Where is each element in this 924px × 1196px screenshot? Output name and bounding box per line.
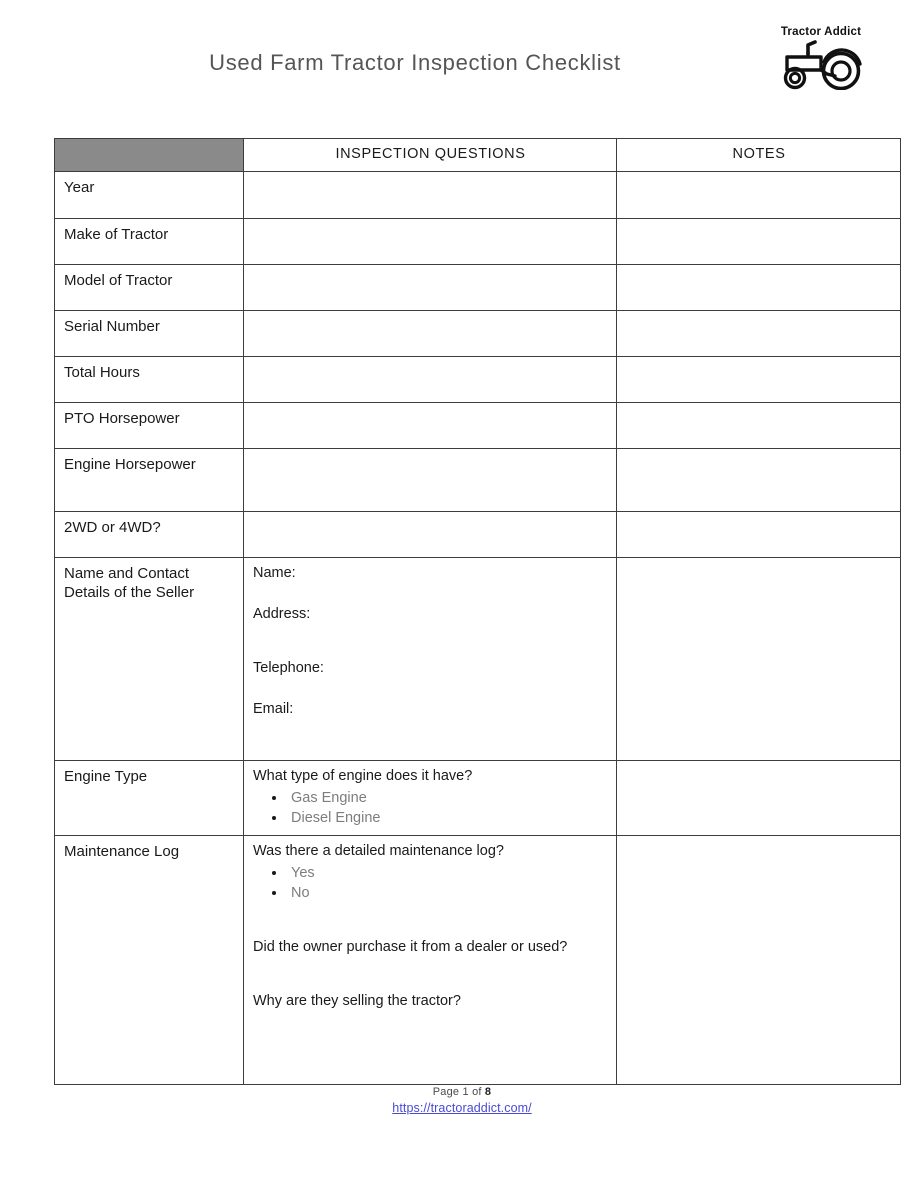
column-header-label <box>55 139 244 172</box>
spacer <box>253 958 608 992</box>
row-notes-engine-horsepower[interactable] <box>617 449 901 512</box>
seller-field-name: Name: <box>253 565 296 581</box>
table-row-model <box>55 265 901 311</box>
table-row-engine-horsepower <box>55 449 901 512</box>
table-row-engine-type <box>55 761 901 836</box>
row-question-make-of-tractor[interactable] <box>244 219 617 265</box>
row-label-total-hours: Total Hours <box>55 357 244 403</box>
row-notes-seller-contact[interactable] <box>617 558 901 761</box>
row-label-year: Year <box>55 172 244 219</box>
maintenance-log-options <box>253 863 608 904</box>
table-row-maintenance-log <box>55 836 901 1085</box>
option-diesel-engine[interactable]: • Diesel Engine <box>287 808 608 829</box>
row-question-engine-horsepower[interactable] <box>244 449 617 512</box>
table-row-year <box>55 172 901 219</box>
row-label-model-of-tractor: Model of Tractor <box>55 265 244 311</box>
inspection-checklist-table <box>54 138 901 1085</box>
selling-reason-question: Why are they selling the tractor? <box>253 993 461 1010</box>
row-label-engine-type: Engine Type <box>55 761 244 836</box>
maintenance-log-question: Was there a detailed maintenance log? <box>253 843 504 859</box>
brand-wordmark: Tractor Addict <box>780 26 862 38</box>
seller-field-address: Address: <box>253 605 311 622</box>
option-yes[interactable]: • Yes <box>287 863 608 884</box>
spacer <box>253 904 608 938</box>
spacer <box>253 585 608 605</box>
row-notes-serial-number[interactable] <box>617 311 901 357</box>
row-question-model-of-tractor[interactable] <box>244 265 617 311</box>
row-question-maintenance-log[interactable] <box>244 836 617 1085</box>
website-link[interactable]: https://tractoraddict.com/ <box>392 1101 532 1115</box>
column-header-notes: NOTES <box>617 139 901 172</box>
row-notes-pto-horsepower[interactable] <box>617 403 901 449</box>
row-notes-model-of-tractor[interactable] <box>617 265 901 311</box>
table-row-2wd-or-4wd <box>55 512 901 558</box>
row-question-year[interactable] <box>244 172 617 219</box>
page-footer <box>0 1086 924 1117</box>
engine-type-options <box>253 788 608 829</box>
row-question-engine-type[interactable] <box>244 761 617 836</box>
row-label-serial-number: Serial Number <box>55 311 244 357</box>
page-number <box>0 1086 924 1098</box>
page-title: Used Farm Tractor Inspection Checklist <box>209 50 621 75</box>
row-notes-make-of-tractor[interactable] <box>617 219 901 265</box>
page-header <box>0 0 924 130</box>
row-question-pto-horsepower[interactable] <box>244 403 617 449</box>
table-row-total-hours <box>55 357 901 403</box>
table-row-seller-contact <box>55 558 901 761</box>
column-header-inspection-questions: INSPECTION QUESTIONS <box>244 139 617 172</box>
seller-field-telephone: Telephone: <box>253 660 324 677</box>
row-label-maintenance-log: Maintenance Log <box>55 836 244 1085</box>
row-notes-2wd-or-4wd[interactable] <box>617 512 901 558</box>
row-question-total-hours[interactable] <box>244 357 617 403</box>
tractor-icon <box>775 40 867 90</box>
row-question-serial-number[interactable] <box>244 311 617 357</box>
row-label-seller-contact: Name and Contact Details of the Seller <box>55 558 244 761</box>
spacer <box>253 625 608 659</box>
table-row-make <box>55 219 901 265</box>
table-row-pto-horsepower <box>55 403 901 449</box>
row-question-2wd-or-4wd[interactable] <box>244 512 617 558</box>
option-no[interactable]: • No <box>287 883 608 904</box>
brand-logo <box>766 26 876 90</box>
page-number-total: 8 <box>484 1086 492 1098</box>
row-label-make-of-tractor: Make of Tractor <box>55 219 244 265</box>
row-label-engine-horsepower: Engine Horsepower <box>55 449 244 512</box>
option-gas-engine[interactable]: • Gas Engine <box>287 788 608 809</box>
purchase-source-question: Did the owner purchase it from a dealer or used? <box>253 938 568 955</box>
row-notes-year[interactable] <box>617 172 901 219</box>
seller-field-email: Email: <box>253 700 294 717</box>
row-notes-engine-type[interactable] <box>617 761 901 836</box>
spacer <box>253 680 608 700</box>
table-row-serial-number <box>55 311 901 357</box>
engine-type-question: What type of engine does it have? <box>253 768 473 784</box>
row-notes-total-hours[interactable] <box>617 357 901 403</box>
row-label-pto-horsepower: PTO Horsepower <box>55 403 244 449</box>
page-number-prefix: Page 1 of <box>432 1086 485 1098</box>
row-question-seller-contact[interactable] <box>244 558 617 761</box>
row-notes-maintenance-log[interactable] <box>617 836 901 1085</box>
table-header-row <box>55 139 901 172</box>
row-label-2wd-or-4wd: 2WD or 4WD? <box>55 512 244 558</box>
